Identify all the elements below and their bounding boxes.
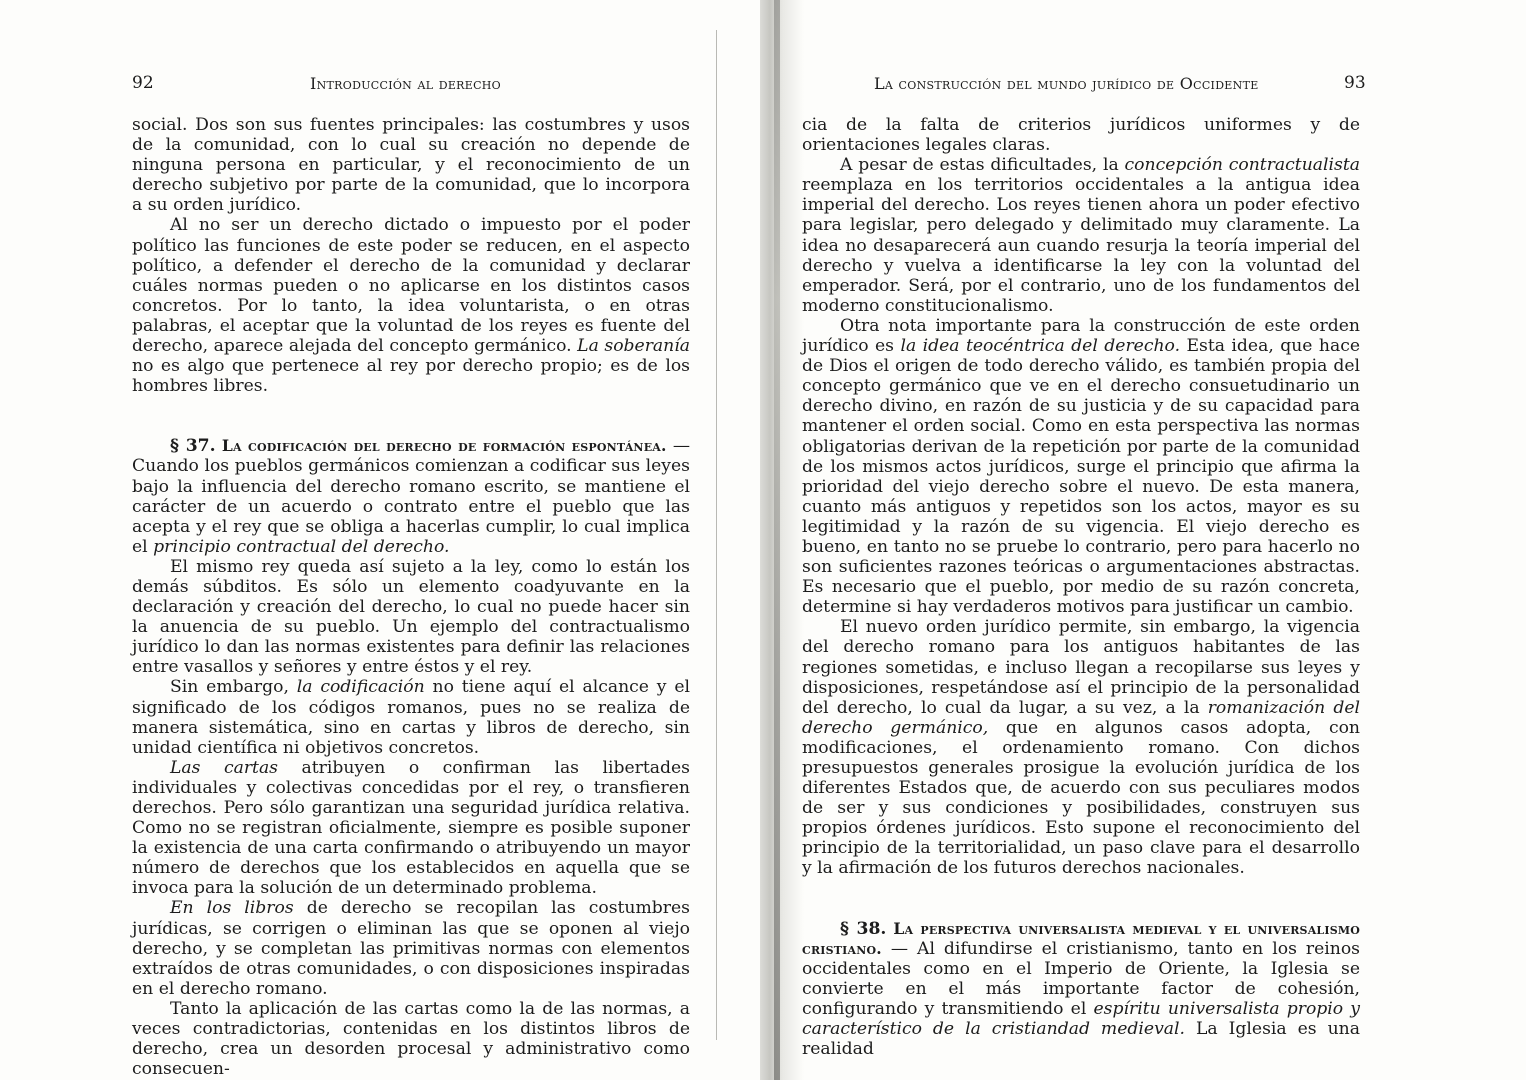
paragraph-text: no es algo que pertenece al rey por derecho propio; es de los hombres libres.	[132, 356, 690, 397]
paragraph	[802, 617, 1360, 878]
paragraph-text: de derecho se recopilan las costumbres jurídicas, se corrigen o eliminan las que se oponen al viejo derecho, y se completan las primitivas normas con elementos extraídos de otras comunidades, o con disposiciones inspiradas en el derecho romano.	[132, 898, 690, 999]
paragraph-text: — Cuando los pueblos germánicos comienzan a codificar sus leyes bajo la influencia del derecho romano escrito, se mantiene el carácter de un acuerdo o contrato entre el pueblo que las acepta y el rey que se obliga a hacerlas cumplir, lo cual implica el	[132, 436, 691, 557]
emphasis: espíritu universalista propio y característico de la cristiandad medieval.	[802, 998, 1361, 1040]
emphasis: concepción contractualista	[1124, 155, 1360, 176]
emphasis: principio contractual del derecho.	[153, 536, 450, 557]
spine-edge	[774, 0, 780, 1080]
paragraph-text: Esta idea, que hace de Dios el origen de todo derecho válido, es también propia del concepto germánico que ve en el derecho consuetudinario un derecho divino, en razón de su justicia y de su capacidad para mantener el orden social. Como en esta perspectiva las normas obligatorias derivan de la repetición por parte de la comunidad de los mismos actos jurídicos, surge el principio que afirma la prioridad del viejo derecho sobre el nuevo. De esta manera, cuanto más antiguos y repetidos son los actos, mayor es su legitimidad y la razón de su vigencia. El viejo derecho es bueno, en tanto no se pruebe lo contrario, pero para hacerlo no son suficientes razones teóricas o argumentaciones abstractas. Es necesario que el pueblo, por medio de su razón concreta, determine si hay verdaderos motivos para justificar un cambio.	[802, 336, 1361, 618]
paragraph	[132, 999, 690, 1079]
paragraph-text: social. Dos son sus fuentes principales: las costumbres y usos de la comunidad, con lo cual su creación no depende de ninguna persona en particular, y el reconocimiento de un derecho subjetivo por parte de la comunidad, que lo incorpora a su orden jurídico.	[132, 115, 690, 216]
paragraph-text: Tanto la aplicación de las cartas como la de las normas, a veces contradictorias, contenidas en los distintos libros de derecho, crea un desorden procesal y administrativo como consecuen-	[132, 998, 690, 1080]
emphasis: la codificación	[296, 677, 425, 698]
paragraph	[132, 557, 690, 678]
paragraph-text: Sin embargo,	[170, 677, 289, 698]
paragraph	[802, 316, 1360, 617]
gutter-line	[716, 30, 717, 1040]
page-number: 93	[1344, 73, 1366, 93]
paragraph	[132, 115, 690, 215]
paragraph-text: cia de la falta de criterios jurídicos uniformes y de orientaciones legales claras.	[802, 115, 1360, 156]
paragraph	[132, 677, 690, 757]
paragraph-text: reemplaza en los territorios occidentales a la antigua idea imperial del derecho. Los reyes tienen ahora un poder efectivo para legislar, pero delegado y delimitado muy claramente. La idea no desaparecerá aun cuando resurja la teoría imperial del derecho y vuelva a identificarse la ley con la voluntad del emperador. Será, por el contrario, uno de los fundamentos del moderno constitucionalismo.	[802, 175, 1360, 316]
emphasis: romanización del derecho germánico,	[802, 697, 1361, 738]
paragraph	[132, 758, 690, 899]
paragraph-text: A pesar de estas dificultades, la	[840, 155, 1119, 176]
paragraph-text: El mismo rey queda así sujeto a la ley, como lo están los demás súbditos. Es sólo un elemento coadyuvante en la declaración y creación del derecho, lo cual no puede hacer sin la anuencia de su pueblo. Un ejemplo del contractualismo jurídico lo dan las normas existentes para definir las relaciones entre vasallos y señores y entre éstos y el rey.	[132, 556, 690, 678]
paragraph-text: que en algunos casos adopta, con modificaciones, el ordenamiento romano. Con dichos presupuestos generales prosigue la evolución jurídica de los diferentes Estados que, de acuerdo con sus peculiares modos de ser y sus condiciones y posibilidades, construyen sus propios órdenes jurídicos. Esto supone el reconocimiento del principio de la territorialidad, un paso clave para el desarrollo y la afirmación de los futuros derechos nacionales.	[802, 717, 1360, 879]
page-number: 92	[132, 73, 154, 93]
paragraph	[802, 115, 1360, 155]
emphasis: En los libros	[170, 898, 294, 919]
running-header: Introducción al derecho	[310, 74, 502, 93]
paragraph	[132, 215, 690, 396]
section-number: § 38.	[840, 918, 887, 939]
section-title: La perspectiva universalista medieval y el universalismo cristiano.	[802, 918, 1361, 958]
paragraph-text: atribuyen o confirman las libertades individuales y colectivas concedidas por el rey, o transfieren derechos. Pero sólo garantizan una seguridad jurídica relativa. Como no se registran oficialmente, siempre es posible suponer la existencia de una carta confirmando o atribuyendo un mayor número de derechos que los establecidos en aquella que se invoca para la solución de un determinado problema.	[132, 757, 690, 899]
paragraph	[132, 898, 690, 998]
emphasis: La soberanía	[577, 336, 690, 357]
paragraph-text: La Iglesia es una realidad	[802, 1019, 1360, 1060]
left-page	[0, 0, 760, 1080]
emphasis: la idea teocéntrica del derecho.	[900, 336, 1181, 357]
section-title: La codificación del derecho de formación espontánea.	[221, 436, 667, 456]
paragraph-text: — Al difundirse el cristianismo, tanto en los reinos occidentales como en el Imperio de Oriente, la Iglesia se convierte en el más importante factor de cohesión, configurando y transmitiendo el	[802, 938, 1360, 1019]
section-37	[132, 436, 690, 557]
paragraph	[802, 155, 1360, 316]
section-38	[802, 919, 1360, 1060]
running-header: La construcción del mundo jurídico de Occidente	[874, 74, 1259, 93]
right-page	[760, 0, 1526, 1080]
paragraph-text: no tiene aquí el alcance y el significado de los códigos romanos, pues no se realiza de manera sistemática, sino en cartas y libros de derecho, sin unidad científica ni objetivos concretos.	[132, 677, 690, 758]
paragraph-text: Otra nota importante para la construcción de este orden jurídico es	[802, 315, 1360, 357]
spine-shadow	[760, 0, 804, 1080]
body-text	[132, 115, 690, 1079]
paragraph-text: El nuevo orden jurídico permite, sin embargo, la vigencia del derecho romano para los antiguos habitantes de las regiones sometidas, e incluso llegan a recopilarse sus leyes y disposiciones, respetándose así el principio de la personalidad del derecho, lo cual da lugar, a su vez, a la	[802, 617, 1360, 718]
body-text	[802, 115, 1360, 1059]
emphasis: Las cartas	[170, 757, 279, 778]
section-number: § 37.	[170, 436, 216, 457]
paragraph-text: Al no ser un derecho dictado o impuesto por el poder político las funciones de este poder se reducen, en el aspecto político, a defender el derecho de la comunidad y declarar cuáles normas pueden o no aplicarse en los distintos casos concretos. Por lo tanto, la idea voluntarista, o en otras palabras, el aceptar que la voluntad de los reyes es fuente del derecho, aparece alejada del concepto germánico.	[132, 215, 690, 357]
